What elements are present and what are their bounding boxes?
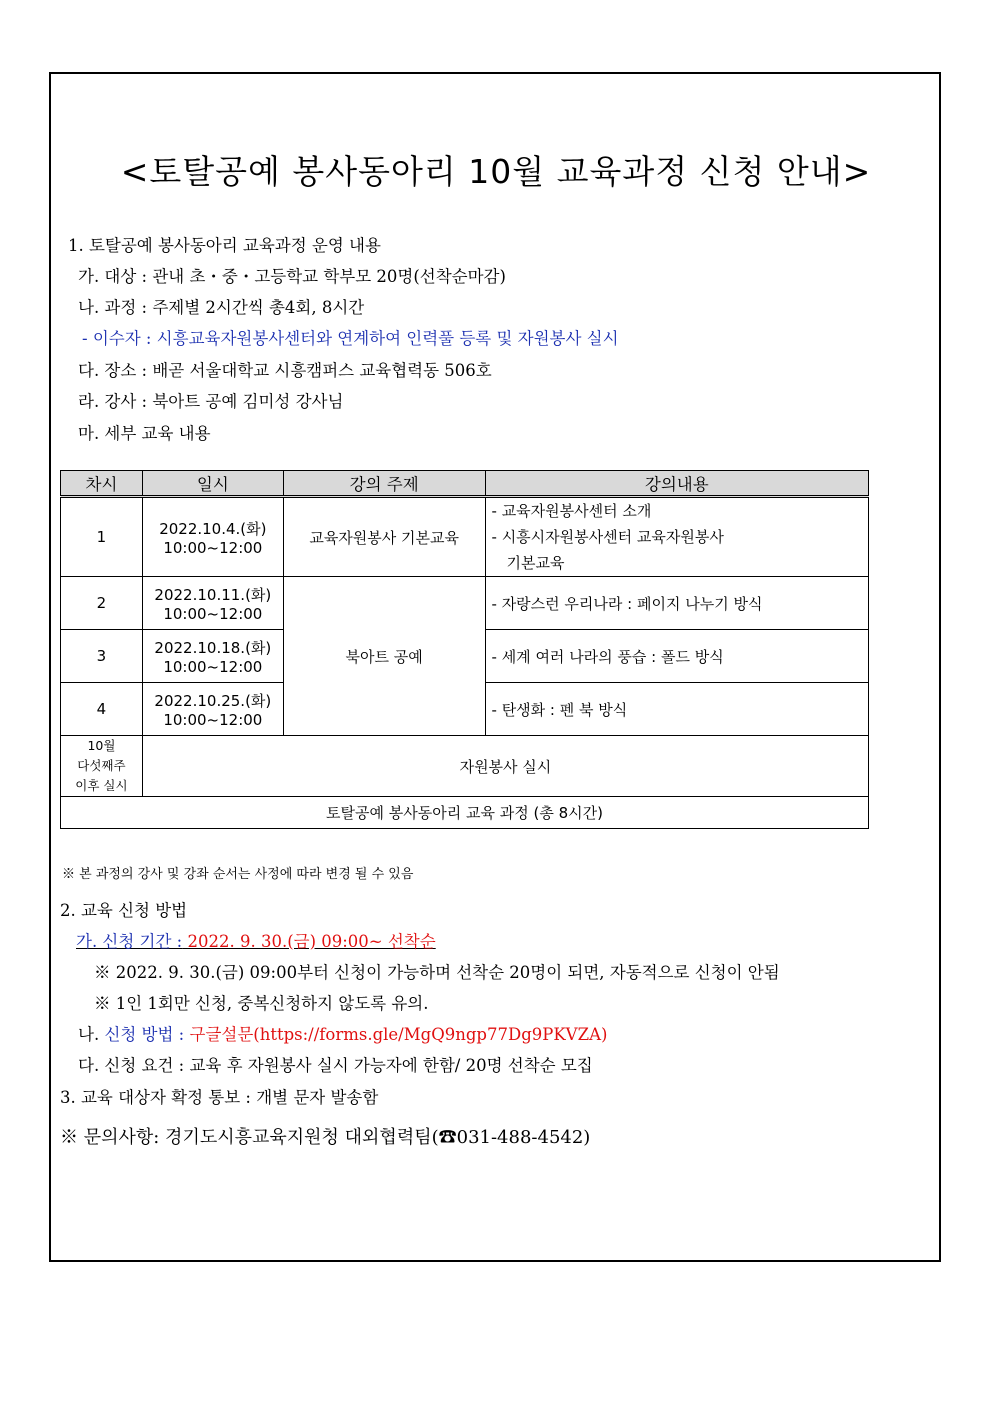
- change-note: ※ 본 과정의 강사 및 강좌 순서는 사정에 따라 변경 될 수 있음: [62, 867, 414, 882]
- volunteer-label-line: 다섯째주: [77, 758, 126, 773]
- period-label: 가. 신청 기간 :: [76, 932, 183, 951]
- period-value: 2022. 9. 30.(금) 09:00~ 선착순: [187, 932, 436, 951]
- row-date: [142, 497, 283, 577]
- header-topic: 강의 주제: [283, 471, 485, 497]
- content-line: 기본교육: [506, 554, 565, 572]
- method-line: [78, 1021, 607, 1045]
- table-header-row: [61, 471, 869, 497]
- page-title: <토탈공예 봉사동아리 10월 교육과정 신청 안내>: [120, 152, 872, 191]
- volunteer-text: 자원봉사 실시: [142, 736, 868, 797]
- period-line: [76, 928, 436, 952]
- row-content: - 탄생화 : 펜 북 방식: [485, 683, 868, 736]
- volunteer-label: [61, 736, 143, 797]
- method-prefix: 나.: [78, 1025, 100, 1044]
- row-topic: 교육자원봉사 기본교육: [283, 497, 485, 577]
- content-line: - 시흥시자원봉사센터 교육자원봉사: [491, 528, 724, 546]
- row-no: 2: [61, 577, 143, 630]
- content-line: - 교육자원봉사센터 소개: [491, 502, 652, 520]
- header-content: 강의내용: [485, 471, 868, 497]
- row-no: 1: [61, 497, 143, 577]
- row-no: 4: [61, 683, 143, 736]
- graduate-line: - 이수자 : 시흥교육자원봉사센터와 연계하여 인력풀 등록 및 자원봉사 실시: [82, 329, 619, 348]
- lecturer-line: 라. 강사 : 북아트 공예 김미성 강사님: [78, 392, 344, 411]
- row-date-day: 2022.10.25.(화): [154, 691, 272, 710]
- row-date-day: 2022.10.18.(화): [154, 638, 272, 657]
- detail-line: 마. 세부 교육 내용: [78, 424, 211, 443]
- row-date: [142, 630, 283, 683]
- contact-line: ※ 문의사항: 경기도시흥교육지원청 대외협력팀(☎031-488-4542): [60, 1127, 591, 1148]
- period-note-1: ※ 2022. 9. 30.(금) 09:00부터 신청이 가능하며 선착순 20명이 되면, 자동적으로 신청이 안됨: [94, 963, 780, 982]
- row-no: 3: [61, 630, 143, 683]
- volunteer-row: [61, 736, 869, 797]
- row-date-day: 2022.10.4.(화): [159, 519, 267, 538]
- table-row: [61, 497, 869, 577]
- table-footer-row: [61, 797, 869, 829]
- period-note-2: ※ 1인 1회만 신청, 중복신청하지 않도록 유의.: [94, 994, 429, 1013]
- row-date-day: 2022.10.11.(화): [154, 585, 272, 604]
- requirement-line: 다. 신청 요건 : 교육 후 자원봉사 실시 가능자에 한함/ 20명 선착순 모집: [78, 1056, 593, 1075]
- method-label: 신청 방법 :: [104, 1025, 185, 1044]
- row-date-time: 10:00~12:00: [163, 604, 263, 623]
- table-footer: 토탈공예 봉사동아리 교육 과정 (총 8시간): [61, 797, 869, 829]
- place-line: 다. 장소 : 배곧 서울대학교 시흥캠퍼스 교육협력동 506호: [78, 361, 492, 380]
- section3-line: 3. 교육 대상자 확정 통보 : 개별 문자 발송함: [60, 1088, 379, 1107]
- method-link[interactable]: 구글설문(https://forms.gle/MgQ9ngp77Dg9PKVZA): [189, 1025, 608, 1044]
- row-date: [142, 683, 283, 736]
- header-no: 차시: [61, 471, 143, 497]
- row-content: [485, 497, 868, 577]
- volunteer-label-line: 이후 실시: [75, 778, 128, 793]
- row-date-time: 10:00~12:00: [163, 710, 263, 729]
- schedule-table: [60, 470, 869, 829]
- row-date-time: 10:00~12:00: [163, 538, 263, 557]
- section1-heading: 1. 토탈공예 봉사동아리 교육과정 운영 내용: [68, 236, 381, 255]
- target-line: 가. 대상 : 관내 초・중・고등학교 학부모 20명(선착순마감): [78, 267, 506, 286]
- row-date-time: 10:00~12:00: [163, 657, 263, 676]
- course-line: 나. 과정 : 주제별 2시간씩 총4회, 8시간: [78, 298, 365, 317]
- row-content: - 자랑스런 우리나라 : 페이지 나누기 방식: [485, 577, 868, 630]
- row-content: - 세계 여러 나라의 풍습 : 폴드 방식: [485, 630, 868, 683]
- shared-topic: 북아트 공예: [283, 577, 485, 736]
- header-date: 일시: [142, 471, 283, 497]
- row-date: [142, 577, 283, 630]
- volunteer-label-line: 10월: [87, 738, 116, 753]
- table-row: [61, 577, 869, 630]
- section2-heading: 2. 교육 신청 방법: [60, 901, 188, 920]
